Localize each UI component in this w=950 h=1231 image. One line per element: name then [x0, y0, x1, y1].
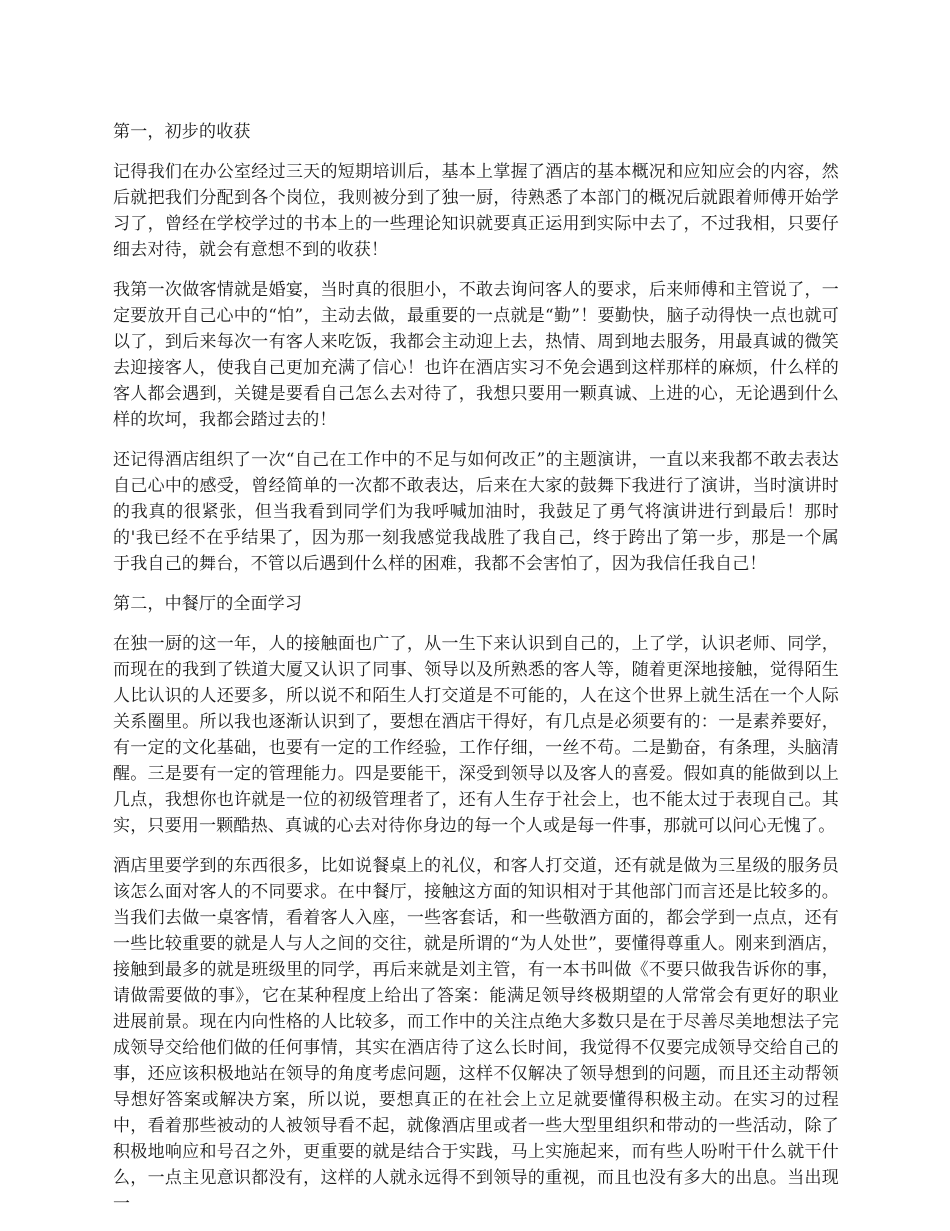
section-2-heading: 第二，中餐厅的全面学习 — [113, 594, 303, 614]
section-2-paragraph-1: 在独一厨的这一年，人的接触面也广了，从一生下来认识到自己的，上了学，认识老师、同学，而现在的我到了铁道大厦又认识了同事、领导以及所熟悉的客人等，随着更深地接触，觉得陌生人比认识的人还要多，所以说不和陌生人打交道是不可能的，人在这个世界上就生活在一个人际关系圈里。所以我也逐渐认识到了，要想在酒店干得好，有几点是必须要有的：一是素养要好，有一定的文化基础，也要有一定的工作经验，工作仔细，一丝不苟。二是勤奋，有条理，头脑清醒。三是要有一定的管理能力。四是要能干，深受到领导以及客人的喜爱。假如真的能做到以上几点，我想你也许就是一位的初级管理者了，还有人生存于社会上，也不能太过于表现自己。其实，只要用一颗酷热、真诚的心去对待你身边的每一个人或是每一件事，那就可以问心无愧了。 — [113, 634, 839, 836]
section-1-paragraph-3: 还记得酒店组织了一次“自己在工作中的不足与如何改正”的主题演讲，一直以来我都不敢去表达自己心中的感受，曾经简单的一次都不敢表达，后来在大家的鼓舞下我进行了演讲，当时演讲时的我真的很紧张，但当我看到同学们为我呼喊加油时，我鼓足了勇气将演讲进行到最后！那时的'我已经不在乎结果了，因为那一刻我感觉我战胜了我自己，终于跨出了第一步，那是一个属于我自己的舞台，不管以后遇到什么样的困难，我都不会害怕了，因为我信任我自己！ — [113, 450, 839, 574]
document-page — [113, 119, 839, 1231]
section-1-paragraph-2: 我第一次做客情就是婚宴，当时真的很胆小，不敢去询问客人的要求，后来师傅和主管说了，一定要放开自己心中的“怕”，主动去做，最重要的一点就是“勤”！要勤快，脑子动得快一点也就可以了，到后来每次一有客人来吃饭，我都会主动迎上去，热情、周到地去服务，用最真诚的微笑去迎接客人，使我自己更加充满了信心！也许在酒店实习不免会遇到这样那样的麻烦，什么样的客人都会遇到，关键是要看自己怎么去对待了，我想只要用一颗真诚、上进的心，无论遇到什么样的坎坷，我都会踏过去的！ — [113, 280, 839, 430]
section-2-paragraph-2: 酒店里要学到的东西很多，比如说餐桌上的礼仪，和客人打交道，还有就是做为三星级的服务员该怎么面对客人的不同要求。在中餐厅，接触这方面的知识相对于其他部门而言还是比较多的。当我们去做一桌客情，看着客人入座，一些客套话，和一些敬酒方面的，都会学到一点点，还有一些比较重要的就是人与人之间的交往，就是所谓的“为人处世”，要懂得尊重人。刚来到酒店，接触到最多的就是班级里的同学，再后来就是刘主管，有一本书叫做《不要只做我告诉你的事，请做需要做的事》，它在某种程度上给出了答案：能满足领导终极期望的人常常会有更好的职业进展前景。现在内向性格的人比较多，而工作中的关注点绝大多数只是在于尽善尽美地想法子完成领导交给他们做的任何事情，其实在酒店待了这么长时间，我觉得不仅要完成领导交给自己的事，还应该积极地站在领导的角度考虑问题，这样不仅解决了领导想到的问题，而且还主动帮领导想好答案或解决方案，所以说，要想真正的在社会上立足就要懂得积极主动。在实习的过程中，看着那些被动的人被领导看不起，就像酒店里或者一些大型里组织和带动的一些活动，除了积极地响应和号召之外，更重要的就是结合于实践，马上实施起来，而有些人吩咐干什么就干什么，一点主见意识都没有，这样的人就永远得不到领导的重视，而且也没有多大的出息。当出现一 — [113, 856, 839, 1214]
section-1-paragraph-1: 记得我们在办公室经过三天的短期培训后，基本上掌握了酒店的基本概况和应知应会的内容，然后就把我们分配到各个岗位，我则被分到了独一厨，待熟悉了本部门的概况后就跟着师傅开始学习了，曾经在学校学过的书本上的一些理论知识就要真正运用到实际中去了，不过我相，只要仔细去对待，就会有意想不到的收获！ — [113, 162, 839, 260]
section-1-heading: 第一，初步的收获 — [113, 122, 251, 142]
